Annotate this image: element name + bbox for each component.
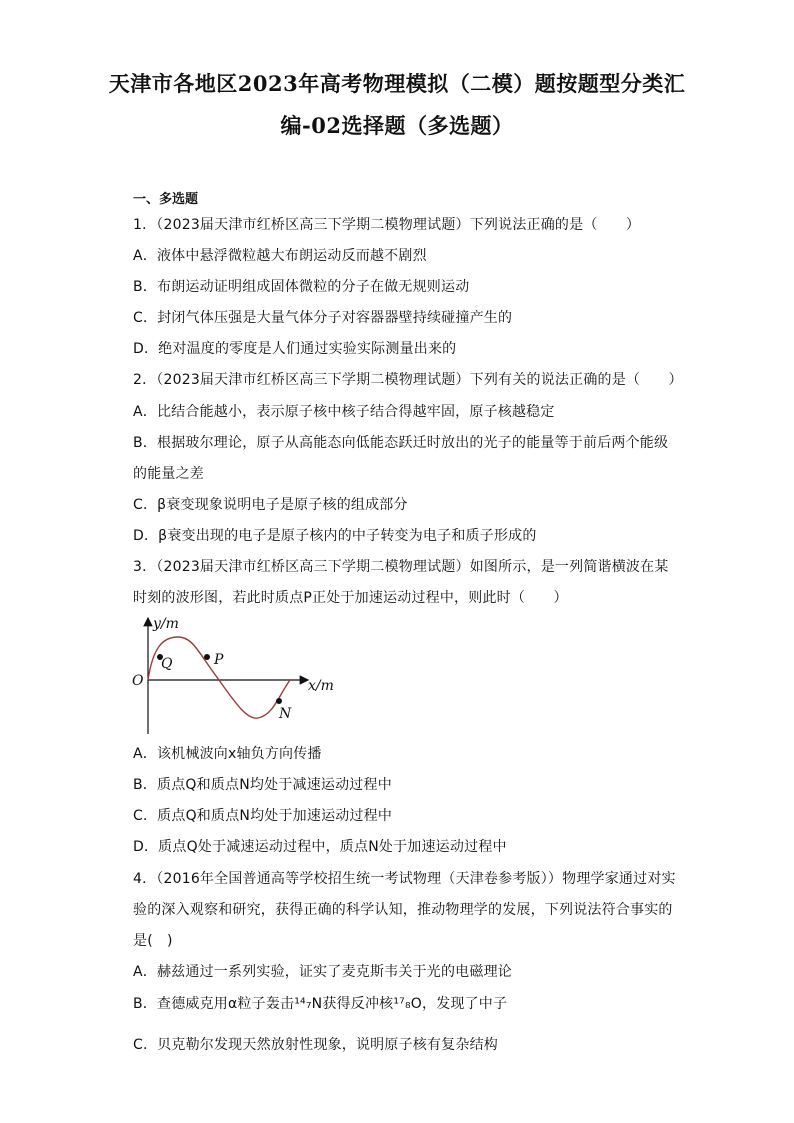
q2-option-b-line2: 的能量之差 (133, 466, 204, 482)
q3-stem-line1: 3．（2023届天津市红桥区高三下学期二模物理试题）如图所示，是一列简谐横波在某 (133, 559, 669, 575)
doc-title-line1: 天津市各地区2023年高考物理模拟（二模）题按题型分类汇 (108, 71, 686, 96)
q4-option-b: B．查德威克用α粒子轰击¹⁴₇N获得反冲核¹⁷₈O，发现了中子 (133, 996, 508, 1012)
q4-option-a: A．赫兹通过一系列实验，证实了麦克斯韦关于光的电磁理论 (133, 964, 512, 980)
q3-stem-line2: 时刻的波形图，若此时质点P正处于加速运动过程中，则此时（ ） (133, 590, 568, 606)
q3-option-c: C．质点Q和质点N均处于加速运动过程中 (133, 808, 393, 824)
q1-option-b: B．布朗运动证明组成固体微粒的分子在做无规则运动 (133, 279, 470, 295)
wave-curve (148, 637, 290, 718)
q3-option-d: D．质点Q处于减速运动过程中，质点N处于加速运动过程中 (133, 839, 507, 855)
q4-stem-line1: 4．（2016年全国普通高等学校招生统一考试物理（天津卷参考版））物理学家通过对实 (133, 871, 676, 887)
x-axis-label: x/m (308, 678, 334, 694)
point-p-label: P (214, 652, 224, 668)
point-n-label: N (279, 706, 292, 722)
wave-figure (128, 612, 348, 737)
q1-option-c: C．封闭气体压强是大量气体分子对容器器壁持续碰撞产生的 (133, 310, 513, 326)
y-axis-label: y/m (153, 616, 179, 632)
q2-option-a: A．比结合能越小，表示原子核中核子结合得越牢固，原子核越稳定 (133, 404, 555, 420)
point-n-dot (276, 698, 282, 704)
q2-option-d: D．β衰变出现的电子是原子核内的中子转变为电子和质子形成的 (133, 528, 537, 544)
q4-stem-line2: 验的深入观察和研究，获得正确的科学认知，推动物理学的发展，下列说法符合事实的 (133, 902, 673, 918)
q3-option-a: A．该机械波向x轴负方向传播 (133, 746, 322, 762)
point-q-label: Q (161, 656, 173, 672)
q1-option-a: A．液体中悬浮微粒越大布朗运动反而越不剧烈 (133, 248, 427, 264)
q2-option-c: C．β衰变现象说明电子是原子核的组成部分 (133, 497, 408, 513)
q2-option-b-line1: B．根据玻尔理论，原子从高能态向低能态跃迁时放出的光子的能量等于前后两个能级 (133, 435, 669, 451)
q2-stem: 2．（2023届天津市红桥区高三下学期二模物理试题）下列有关的说法正确的是（ ） (133, 372, 683, 388)
origin-label: O (132, 673, 144, 689)
q3-option-b: B．质点Q和质点N均处于减速运动过程中 (133, 777, 392, 793)
point-p-dot (204, 654, 210, 660)
q4-stem-line3: 是( ) (133, 933, 173, 949)
section-heading: 一、多选题 (133, 192, 199, 207)
doc-title-line2: 编-02选择题（多选题） (280, 113, 514, 138)
q1-option-d: D．绝对温度的零度是人们通过实验实际测量出来的 (133, 341, 457, 357)
q1-stem: 1．（2023届天津市红桥区高三下学期二模物理试题）下列说法正确的是（ ） (133, 217, 641, 233)
q4-option-c: C．贝克勒尔发现天然放射性现象，说明原子核有复杂结构 (133, 1037, 498, 1053)
